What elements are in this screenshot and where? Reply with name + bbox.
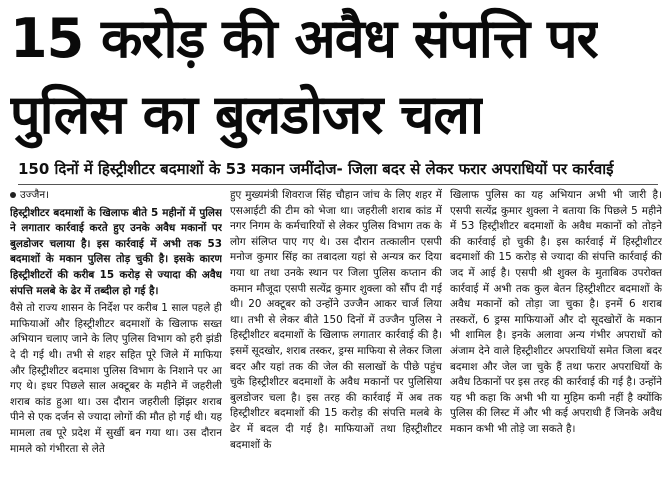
headline-line-1: 15 करोड़ की अवैध संपत्ति पर bbox=[10, 7, 598, 70]
article-column-2 bbox=[230, 188, 442, 490]
article-columns bbox=[10, 188, 662, 490]
dateline-paragraph bbox=[10, 188, 222, 204]
article-body-2: हुए मुख्यमंत्री शिवराज सिंह चौहान जांच के लिए शहर में एसआईटी की टीम को भेजा था। जहरीली शराब कांड में नगर निगम के कर्मचारियों से लेकर पुलिस विभाग तक के लोग संलिप्त पाए गए थे। उस दौरान तत्कालीन एसपी मनोज कुमार सिंह का तबादला यहां से अन्यत्र कर दिया गया था तथा उनके स्थान पर जिला पुलिस कप्तान की कमान मौजूदा एसपी सत्येंद्र कुमार शुक्ला को सौंप दी गई थी। 20 अक्टूबर को उन्होंने उज्जैन आकर चार्ज लिया था। तभी से लेकर बीते 150 दिनों में उज्जैन पुलिस ने हिस्ट्रीशीटर बदमाशों के खिलाफ लगातार कार्रवाई की है। इसमें सूदखोर, शराब तस्कर, ड्रग्स माफिया से लेकर जिला बदर और यहां तक की जेल की सलाखों के पीछे पहुंच चुके हिस्ट्रीशीटर बदमाशों के अवैध मकानों पर पुलिसिया बुलडोजर चला है। इस तरह की कार्रवाई में अब तक हिस्ट्रीशीटर बदमाशों की 15 करोड़ की संपत्ति मलबे के ढेर में बदल दी गई है। माफियाओं तथा हिस्ट्रीशीटर बदमाशों के bbox=[230, 189, 442, 451]
article-column-3 bbox=[450, 188, 662, 490]
bullet-icon bbox=[10, 192, 16, 198]
article-body-1: वैसे तो राज्य शासन के निर्देश पर करीब 1 साल पहले ही माफियाओं और हिस्ट्रीशीटर बदमाशों के खिलाफ सख्त अभियान चलाए जाने के लिए पुलिस विभाग को हरी झंडी दे दी गई थी। तभी से शहर सहित पूरे जिले में माफिया और हिस्ट्रीशीटर बदमाश पुलिस विभाग के निशाने पर आ गए थे। इधर पिछले साल अक्टूबर के महीने में जहरीली शराब कांड हुआ था। उस दौरान जहरीली झिंझर शराब पीने से एक दर्जन से ज्यादा लोगों की मौत हो गई थी। यह मामला तब पूरे प्रदेश में सुर्खी बन गया था। उस दौरान मामले को गंभीरता से लेते bbox=[10, 302, 222, 455]
subheadline: 150 दिनों में हिस्ट्रीशीटर बदमाशों के 53 मकान जमींदोज- जिला बदर से लेकर फरार अपराधियों पर कार्रवाई bbox=[18, 160, 614, 178]
article-intro: हिस्ट्रीशीटर बदमाशों के खिलाफ बीते 5 महीनों में पुलिस ने लगातार कार्रवाई करते हुए उनके अवैध मकानों पर बुलडोजर चलाया है। इस कार्रवाई में अभी तक 53 बदमाशों के मकान पुलिस तोड़ चुकी है। इसके कारण हिस्ट्रीशीटरों की करीब 15 करोड़ से ज्यादा की अवैध संपत्ति मलबे के ढेर में तब्दील हो गई है। bbox=[10, 206, 222, 297]
divider bbox=[18, 184, 658, 185]
dateline: उज्जैन। bbox=[20, 189, 50, 201]
article-column-1 bbox=[10, 188, 222, 490]
headline-line-2: पुलिस का बुलडोजर चला bbox=[10, 83, 483, 146]
article-body-3: खिलाफ पुलिस का यह अभियान अभी भी जारी है। एसपी सत्येंद्र कुमार शुक्ला ने बताया कि पिछले 5 महीने में 53 हिस्ट्रीशीटर बदमाशों के अवैध मकानों को तोड़ने की कार्रवाई हो चुकी है। इस कार्रवाई में हिस्ट्रीशीटर बदमाशों की 15 करोड़ से ज्यादा की संपत्ति कार्रवाई की जद में आई है। एसपी श्री शुक्ल के मुताबिक उपरोक्त कार्रवाई में अभी तक कुल बेतन हिस्ट्रीशीटर बदमाशों के अवैध मकानों को तोड़ा जा चुका है। इनमें 6 शराब तस्करों, 6 ड्रग्स माफियाओं और दो सूदखोरों के मकान भी शामिल है। इनके अलावा अन्य गंभीर अपराधों को अंजाम देने वाले हिस्ट्रीशीटर अपराधियों समेत जिला बदर बदमाश और जेल जा चुके हैं तथा फरार अपराधियों के अवैध ठिकानों पर इस तरह की कार्रवाई की गई है। उन्होंने यह भी कहा कि अभी भी या मुहिम कमी नहीं है क्योंकि पुलिस की लिस्ट में और भी कई अपराधी हैं जिनके अवैध मकान कभी भी तोड़े जा सकते है। bbox=[450, 189, 662, 435]
